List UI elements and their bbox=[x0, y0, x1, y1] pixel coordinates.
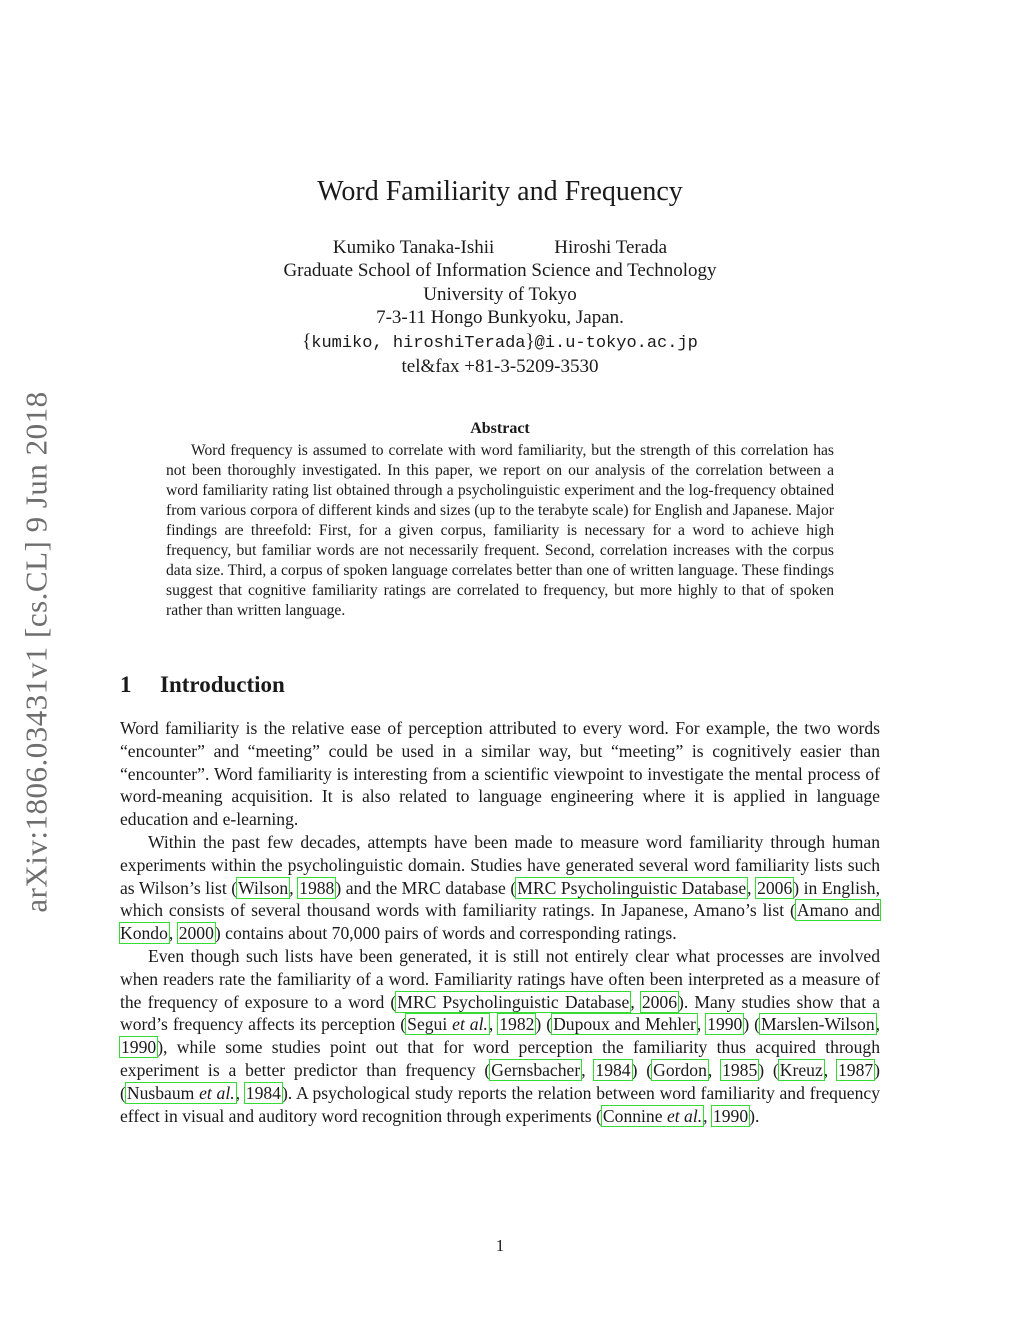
text-run: ) ( bbox=[631, 1059, 653, 1080]
email-names: kumiko, hiroshiTerada bbox=[311, 333, 526, 353]
citation-link[interactable]: Kreuz bbox=[779, 1059, 823, 1080]
text-run: , bbox=[488, 1014, 499, 1035]
citation-link[interactable]: Amano and Kondo bbox=[120, 900, 880, 944]
author-name-2: Hiroshi Terada bbox=[554, 237, 668, 258]
author-names bbox=[0, 236, 1000, 259]
text-run: , bbox=[696, 1014, 707, 1035]
citation-link[interactable]: 1985 bbox=[722, 1059, 758, 1080]
arxiv-identifier: arXiv:1806.03431v1 [cs.CL] 9 Jun 2018 bbox=[19, 390, 54, 913]
author-affiliation: Graduate School of Information Science and Technology bbox=[283, 260, 717, 282]
introduction-body bbox=[120, 717, 880, 1127]
citation-link[interactable]: Marslen-Wilson bbox=[760, 1014, 875, 1035]
page-number: 1 bbox=[495, 1236, 505, 1255]
citation-etal: et al. bbox=[452, 1014, 488, 1035]
text-run: Even though such lists have been generated, it is still not entirely clear what processes are involved when readers rate the familiarity of a word. Familiarity ratings have often been interpreted as a measure of the frequency of exposure to a word ( bbox=[120, 945, 880, 1012]
citation-link[interactable] bbox=[406, 1014, 489, 1034]
citation-link[interactable]: Gernsbacher bbox=[491, 1059, 581, 1080]
author-email bbox=[0, 330, 1000, 355]
email-brace-open: { bbox=[302, 330, 312, 352]
text-run: ) in English, which consists of several thousand words with familiarity ratings. In Japanese, Amano’s list ( bbox=[120, 877, 880, 921]
text-run: , bbox=[289, 877, 299, 898]
text-run: ) ( bbox=[758, 1059, 779, 1080]
section-heading bbox=[120, 672, 285, 698]
paragraph-2 bbox=[120, 831, 880, 945]
text-run: , bbox=[875, 1014, 881, 1035]
author-address: 7-3-11 Hongo Bunkyoku, Japan. bbox=[376, 307, 624, 329]
citation-link[interactable] bbox=[126, 1083, 236, 1103]
author-name-1: Kumiko Tanaka-Ishii bbox=[332, 237, 495, 258]
citation-link[interactable]: MRC Psycholinguistic Database bbox=[397, 991, 630, 1012]
citation-link[interactable]: 1990 bbox=[121, 1037, 157, 1058]
citation-author: Nusbaum bbox=[126, 1082, 200, 1103]
citation-link[interactable]: 1990 bbox=[707, 1014, 743, 1035]
text-run: , bbox=[168, 923, 178, 944]
paragraph-3 bbox=[120, 945, 880, 1127]
citation-link[interactable]: 1988 bbox=[299, 877, 335, 898]
section-number: 1 bbox=[120, 672, 132, 697]
citation-link[interactable]: 2000 bbox=[178, 923, 214, 944]
text-run: , bbox=[747, 877, 757, 898]
citation-link[interactable]: 1990 bbox=[712, 1105, 749, 1126]
citation-etal: et al. bbox=[666, 1105, 703, 1126]
text-run: ) ( bbox=[743, 1014, 760, 1035]
text-run: , bbox=[707, 1059, 722, 1080]
author-tel: tel&fax +81-3-5209-3530 bbox=[401, 356, 599, 378]
text-run: ) ( bbox=[535, 1014, 553, 1035]
email-domain: @i.u-tokyo.ac.jp bbox=[534, 333, 698, 353]
section-title: Introduction bbox=[160, 672, 285, 697]
abstract-heading: Abstract bbox=[470, 420, 530, 437]
text-run: ), while some studies point out that for word perception the familiarity thus acquired through experiment is a better predictor than frequency ( bbox=[120, 1037, 880, 1080]
citation-link[interactable] bbox=[602, 1106, 703, 1126]
author-university: University of Tokyo bbox=[423, 283, 577, 305]
citation-link[interactable]: Gordon bbox=[653, 1059, 707, 1080]
abstract-text: Word frequency is assumed to correlate with word familiarity, but the strength of this correlation has not been thoroughly investigated. In this paper, we report on our analysis of the correlation between a word familiarity rating list obtained through a psycholinguistic experiment and the log-frequency obtained from various corpora of different kinds and sizes (up to the terabyte scale) for English and Japanese. Major findings are threefold: First, for a given corpus, familiarity is necessary for a word to achieve high frequency, but familiar words are not necessarily frequent. Second, correlation increases with the corpus data size. Third, a corpus of spoken language correlates better than one of written language. These findings suggest that cognitive familiarity ratings are correlated to frequency, but more highly to that of spoken rather than written language. bbox=[166, 442, 834, 619]
text-run: , bbox=[235, 1082, 245, 1103]
text-run: ) contains about 70,000 pairs of words and corresponding ratings. bbox=[214, 923, 677, 944]
text-run: Within the past few decades, attempts have been made to measure word familiarity through human experiments within the psycholinguistic domain. Studies have generated several word familiarity lists such as Wilson’s list ( bbox=[120, 831, 880, 898]
citation-link[interactable]: 1982 bbox=[499, 1014, 535, 1035]
author-block bbox=[0, 236, 1000, 378]
citation-link[interactable]: 1984 bbox=[595, 1059, 631, 1080]
text-run: ). bbox=[749, 1105, 760, 1126]
text-run: , bbox=[581, 1059, 595, 1080]
citation-link[interactable]: Dupoux and Mehler bbox=[553, 1014, 696, 1035]
text-run: ) ( bbox=[120, 1059, 881, 1103]
text-run: , bbox=[703, 1105, 712, 1126]
paragraph-1: Word familiarity is the relative ease of perception attributed to every word. For example, the two words “encounter” and “meeting” could be used in a similar way, but “meeting” is cognitively easier than “encounter”. Word familiarity is interesting from a scientific viewpoint to investigate the mental process of word-meaning acquisition. It is also related to language engineering where it is applied in language education and e-learning. bbox=[120, 718, 880, 830]
citation-author: Connine bbox=[602, 1105, 667, 1126]
text-run: ) and the MRC database ( bbox=[335, 877, 517, 898]
paper-title: Word Familiarity and Frequency bbox=[317, 176, 683, 207]
citation-link[interactable]: 1987 bbox=[837, 1059, 874, 1080]
citation-link[interactable]: Wilson bbox=[238, 877, 289, 898]
text-run: , bbox=[630, 991, 641, 1012]
text-run: ). A psychological study reports the relation between word familiarity and frequency effect in visual and auditory word recognition through experiments ( bbox=[120, 1082, 880, 1126]
citation-link[interactable]: 2006 bbox=[641, 991, 677, 1012]
citation-etal: et al. bbox=[199, 1082, 235, 1103]
text-run: , bbox=[823, 1059, 837, 1080]
citation-link[interactable]: 2006 bbox=[757, 877, 793, 898]
email-brace-close: } bbox=[525, 330, 535, 352]
citation-link[interactable]: MRC Psycholinguistic Database bbox=[517, 877, 747, 898]
citation-author: Segui bbox=[407, 1014, 453, 1035]
citation-link[interactable]: 1984 bbox=[245, 1082, 281, 1103]
arxiv-side-stamp bbox=[14, 373, 60, 930]
text-run: ). Many studies show that a word’s frequency affects its perception ( bbox=[120, 991, 881, 1035]
